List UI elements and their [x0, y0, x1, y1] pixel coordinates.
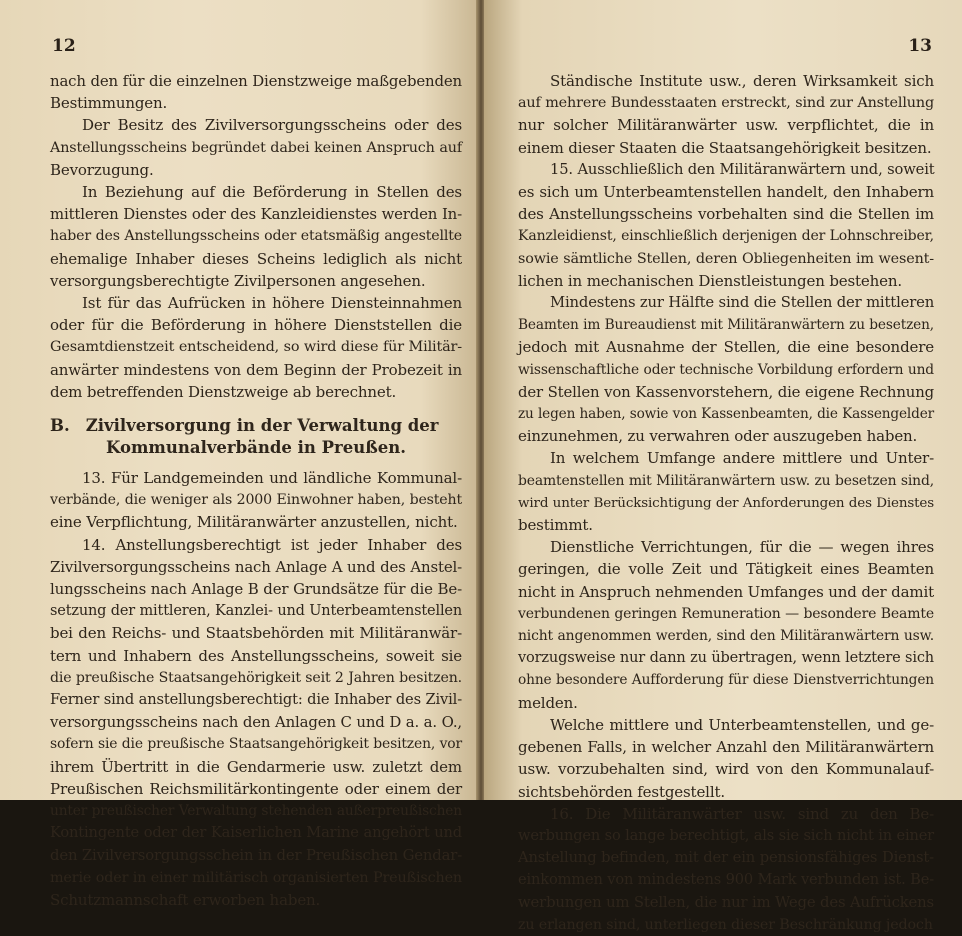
text-line: oder für die Beförderung in höhere Dienststellen die [50, 316, 462, 335]
section-heading [50, 415, 462, 459]
text-line: Ferner sind anstellungsberechtigt: die Inhaber des Zivil- [50, 691, 462, 709]
heading-line-1: Zivilversorgung in der Verwaltung der [85, 416, 439, 436]
text-line: Kontingente oder der Kaiserlichen Marine angehört und [50, 824, 462, 842]
text-line: Kanzleidienst, einschließlich derjenigen der Lohnschreiber, [518, 228, 934, 245]
text-line: 13. Für Landgemeinden und ländliche Kommunal- [82, 469, 462, 488]
text-line: eine Verpflichtung, Militäranwärter anzustellen, nicht. [50, 513, 458, 532]
text-line: ihrem Übertritt in die Gendarmerie usw. zuletzt dem [50, 757, 462, 776]
paragraph [518, 292, 934, 447]
text-line: zu legen haben, sowie von Kassenbeamten, die Kassengelder [518, 406, 934, 423]
text-line: nicht in Anspruch nehmenden Umfanges und der damit [518, 582, 935, 601]
text-line: gebenen Falls, in welcher Anzahl den Militäranwärtern [518, 738, 934, 757]
text-line: die preußische Staatsangehörigkeit seit 2 Jahren besitzen. [50, 669, 462, 686]
section-letter: B. [50, 416, 70, 436]
text-line: haber des Anstellungsscheins oder etatsmäßig angestellte [50, 228, 462, 245]
text-line: In welchem Umfange andere mittlere und Unter- [550, 449, 934, 468]
paragraph [50, 181, 462, 292]
paragraph [518, 536, 934, 714]
text-line: des Anstellungsscheins vorbehalten sind die Stellen im [518, 205, 934, 224]
text-line: Zivilversorgungsscheins nach Anlage A und des Anstel- [50, 557, 462, 576]
right-page-text [518, 70, 934, 936]
text-line: bestimmt. [518, 516, 593, 535]
text-line: In Beziehung auf die Beförderung in Stellen des [82, 183, 462, 202]
text-line: den Zivilversorgungsschein in der Preußischen Gendar- [50, 846, 463, 864]
text-line: bei den Reichs- und Staatsbehörden mit Militäranwär- [50, 624, 462, 643]
paragraph [50, 292, 462, 403]
text-line: vorzugsweise nur dann zu übertragen, wenn letztere sich [518, 650, 934, 667]
text-line: tern und Inhabern des Anstellungsscheins, soweit sie [50, 646, 462, 665]
paragraph [50, 467, 462, 534]
text-line: 15. Ausschließlich den Militäranwärtern und, soweit [550, 160, 935, 178]
text-line: Der Besitz des Zivilversorgungsscheins oder des [82, 116, 462, 135]
text-line: lichen in mechanischen Dienstleistungen bestehen. [518, 271, 903, 290]
text-line: Preußischen Reichsmilitärkontingente oder einem der [50, 779, 462, 798]
text-line: verbundenen geringen Remuneration — besondere Beamte [518, 605, 934, 622]
text-line: ohne besondere Aufforderung für diese Dienstverrichtungen [518, 672, 934, 689]
text-line: Dienstliche Verrichtungen, für die — wegen ihres [550, 538, 934, 557]
text-line: sichtsbehörden festgestellt. [518, 782, 725, 801]
text-line: sowie sämtliche Stellen, deren Obliegenheiten im wesent- [518, 250, 934, 267]
text-line: Ständische Institute usw., deren Wirksamkeit sich [550, 72, 934, 90]
text-line: Bevorzugung. [50, 160, 154, 179]
text-line: versorgungsberechtigte Zivilpersonen angesehen. [50, 271, 426, 290]
text-line: werbungen so lange berechtigt, als sie sich nicht in einer [518, 826, 934, 844]
text-line: einzunehmen, zu verwahren oder auszugeben haben. [518, 427, 918, 446]
text-line: mittleren Dienstes oder des Kanzleidienstes werden In- [50, 205, 462, 224]
text-line: lungsscheins nach Anlage B der Grundsätze für die Be- [50, 580, 462, 599]
text-line: es sich um Unterbeamtenstellen handelt, den Inhabern [518, 183, 934, 202]
page-number-right: 13 [908, 36, 932, 56]
text-line: 14. Anstellungsberechtigt ist jeder Inhaber des [82, 535, 462, 554]
text-line: anwärter mindestens von dem Beginn der Probezeit in [50, 360, 462, 379]
text-line: Ist für das Aufrücken in höhere Diensteinnahmen [82, 294, 462, 313]
paragraph [50, 70, 462, 114]
text-line: Beamten im Bureaudienst mit Militäranwärtern zu besetzen, [518, 317, 934, 334]
right-page [484, 0, 962, 933]
text-line: sofern sie die preußische Staatsangehörigkeit besitzen, vor [50, 736, 462, 753]
left-page-text [50, 70, 462, 911]
text-line: Schutzmannschaft erworben haben. [50, 890, 321, 909]
text-line: jedoch mit Ausnahme der Stellen, die eine besondere [518, 338, 934, 357]
paragraph [518, 159, 934, 292]
text-line: 16. Die Militäranwärter usw. sind zu den Be- [550, 804, 934, 823]
text-line: einkommen von mindestens 900 Mark verbunden ist. Be- [518, 871, 935, 889]
text-line: Bestimmungen. [50, 94, 168, 113]
text-line: nicht angenommen werden, sind den Militäranwärtern usw. [518, 628, 934, 645]
paragraph [518, 803, 934, 936]
text-line: Gesamtdienstzeit entscheidend, so wird diese für Militär- [50, 339, 462, 356]
text-line: nach den für die einzelnen Dienstzweige maßgebenden [50, 72, 462, 90]
text-line: wissenschaftliche oder technische Vorbildung erfordern und [518, 361, 934, 378]
left-page [0, 0, 478, 909]
text-line: dem betreffenden Dienstzweige ab berechnet. [50, 382, 397, 401]
text-line: zu erlangen sind, unterliegen dieser Beschränkung jedoch [518, 916, 933, 933]
text-line: Anstellungsscheins begründet dabei keinen Anspruch auf [50, 139, 462, 156]
text-line: der Stellen von Kassenvorstehern, die eigene Rechnung [518, 382, 934, 401]
text-line: Anstellung befinden, mit der ein pensionsfähiges Dienst- [518, 849, 934, 867]
text-line: melden. [518, 693, 578, 712]
text-line: ehemalige Inhaber dieses Scheins lediglich als nicht [50, 249, 462, 268]
text-line: unter preußischer Verwaltung stehenden außerpreußischen [50, 803, 462, 820]
text-line: usw. vorzubehalten sind, wird von den Kommunalauf- [518, 760, 934, 779]
text-line: setzung der mittleren, Kanzlei- und Unterbeamtenstellen [50, 603, 462, 620]
text-line: wird unter Berücksichtigung der Anforderungen des Dienstes [518, 494, 934, 511]
text-line: werbungen um Stellen, die nur im Wege des Aufrückens [518, 893, 935, 911]
paragraph [518, 70, 934, 159]
text-line: Welche mittlere und Unterbeamtenstellen, und ge- [550, 715, 934, 734]
paragraph [518, 714, 934, 803]
text-line: auf mehrere Bundesstaaten erstreckt, sind zur Anstellung [518, 95, 934, 112]
text-line: beamtenstellen mit Militäranwärtern usw. zu besetzen sind, [518, 472, 934, 489]
text-line: verbände, die weniger als 2000 Einwohner haben, besteht [50, 492, 462, 509]
text-line: einem dieser Staaten die Staatsangehörigkeit besitzen. [518, 138, 932, 157]
text-line: nur solcher Militäranwärter usw. verpflichtet, die in [518, 116, 934, 135]
text-line: merie oder in einer militärisch organisierten Preußischen [50, 869, 462, 886]
paragraph [518, 447, 934, 536]
text-line: Mindestens zur Hälfte sind die Stellen der mittleren [550, 294, 935, 312]
paragraph [50, 114, 462, 181]
heading-line-2: Kommunalverbände in Preußen. [105, 438, 406, 458]
paragraph [50, 534, 462, 911]
text-line: versorgungsscheins nach den Anlagen C und D a. a. O., [50, 713, 462, 732]
page-number-left: 12 [52, 36, 76, 56]
text-line: geringen, die volle Zeit und Tätigkeit eines Beamten [518, 560, 934, 579]
